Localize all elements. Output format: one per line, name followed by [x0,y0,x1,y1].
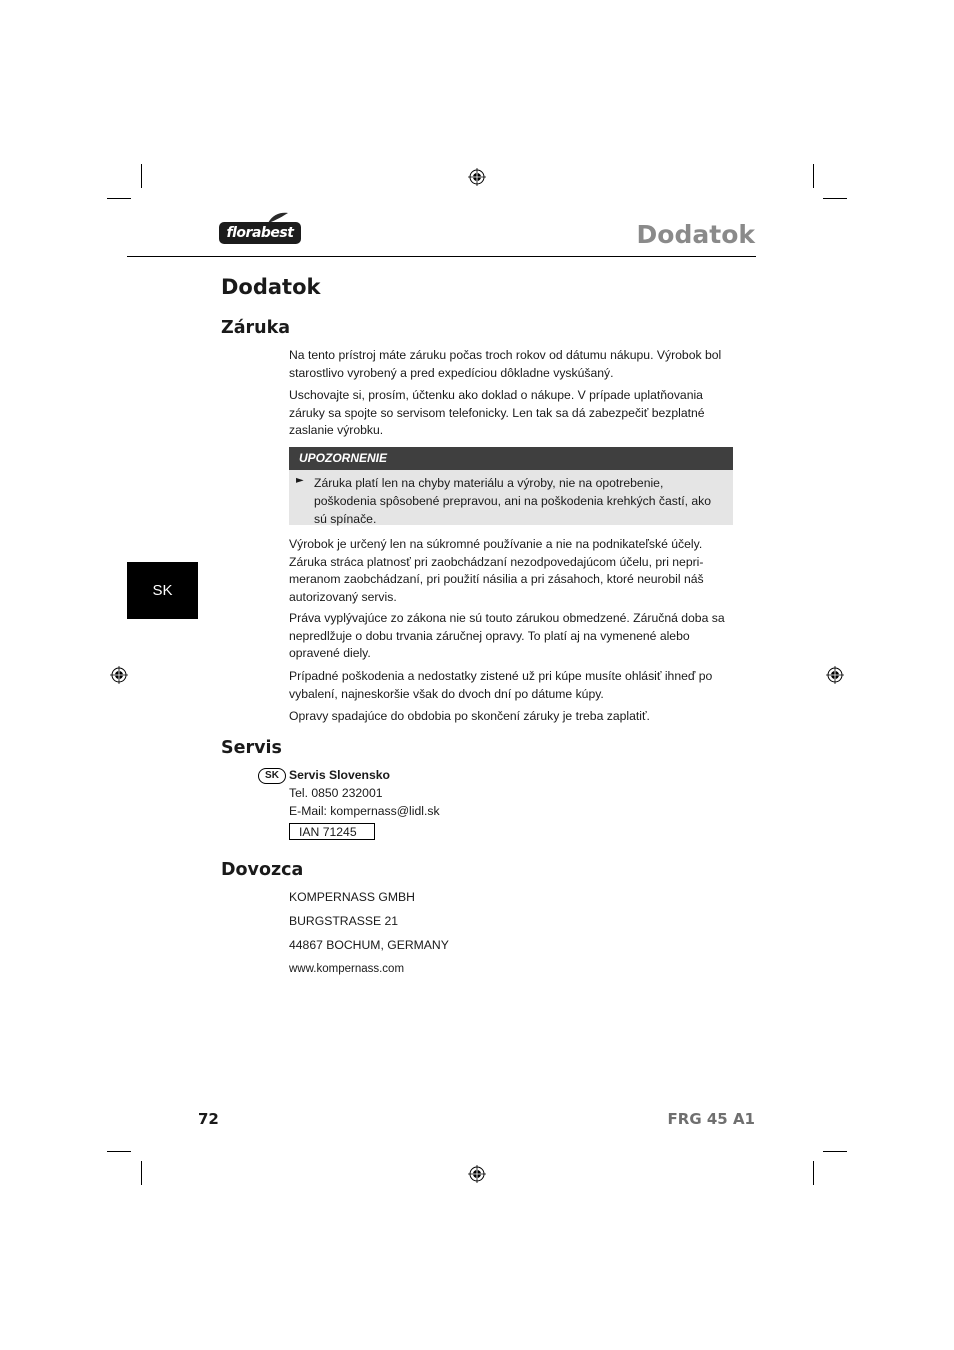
registration-mark-icon [826,666,844,684]
warning-text: Záruka platí len na chyby materiálu a výroby, nie na opotrebenie, poškodenia spôsobené prepravou, ani na poškodenia krehkých častí, ako sú spínače. [314,476,712,526]
importer-name: KOMPERNASS GMBH [289,890,415,904]
crop-mark [107,198,131,199]
paragraph: Práva vyplývajúce zo zákona nie sú touto zárukou obmedzené. Záručná doba sa nepredlžuje o dobu trvania záručnej opravy. To platí aj na vymenené alebo opravené diely. [289,611,725,660]
crop-mark [141,1161,142,1185]
crop-mark [141,164,142,188]
paragraph: Uschovajte si, prosím, účtenku ako doklad o nákupe. V prípade uplatňovania záruky sa spojte so servisom telefonicky. Len tak sa dá zabezpečiť bezplatné zaslanie výrobku. [289,388,705,437]
warning-label: UPOZORNENIE [299,451,388,465]
paragraph: Opravy spadajúce do obdobia po skončení záruky je treba zaplatiť. [289,709,650,723]
importer-street: BURGSTRASSE 21 [289,914,399,928]
header-divider [127,256,756,257]
language-tab: SK [127,562,198,619]
section-heading-zaruka: Záruka [221,318,291,338]
country-badge: SK [258,768,286,784]
crop-mark [107,1151,131,1152]
crop-mark [813,1161,814,1185]
ian-number-box: IAN 71245 [289,823,375,840]
crop-mark [823,1151,847,1152]
registration-mark-icon [468,1165,486,1183]
section-heading-servis: Servis [221,738,282,758]
page-title: Dodatok [221,275,321,299]
registration-mark-icon [468,168,486,186]
header-title: Dodatok [636,220,755,249]
section-heading-dovozca: Dovozca [221,860,304,880]
paragraph: Na tento prístroj máte záruku počas troch rokov od dátumu nákupu. Výrobok bol starostlivo vyrobený a pred expedíciou dôkladne vyskúšaný. [289,348,722,380]
paragraph: Prípadné poškodenia a nedostatky zistené už pri kúpe musíte ohlásiť ihneď po vybalení, najneskoršie však do dvoch dní po dátume kúpy. [289,669,713,701]
brand-logo [219,212,303,246]
page-number: 72 [198,1110,219,1128]
importer-city: 44867 BOCHUM, GERMANY [289,938,449,952]
crop-mark [823,198,847,199]
bullet-arrow-icon: ► [296,475,304,486]
service-name: Servis Slovensko [289,768,390,782]
paragraph: Výrobok je určený len na súkromné používanie a nie na podnikateľské účely. Záruka stráca platnosť pri zaobchádzaní nezodpovedajúcom účelu, pri neprimeranom zaobchádzaní, pri použití násilia a pri zásahoch, ktoré neurobil náš autorizovaný servis. [289,537,704,604]
warning-header [289,447,733,470]
importer-website: www.kompernass.com [289,963,405,975]
logo-text: florabest [226,225,294,241]
service-phone: Tel. 0850 232001 [289,786,383,800]
model-number: FRG 45 A1 [667,1110,755,1128]
crop-mark [813,164,814,188]
warning-box [289,447,733,525]
service-email: E-Mail: kompernass@lidl.sk [289,804,440,818]
registration-mark-icon [110,666,128,684]
